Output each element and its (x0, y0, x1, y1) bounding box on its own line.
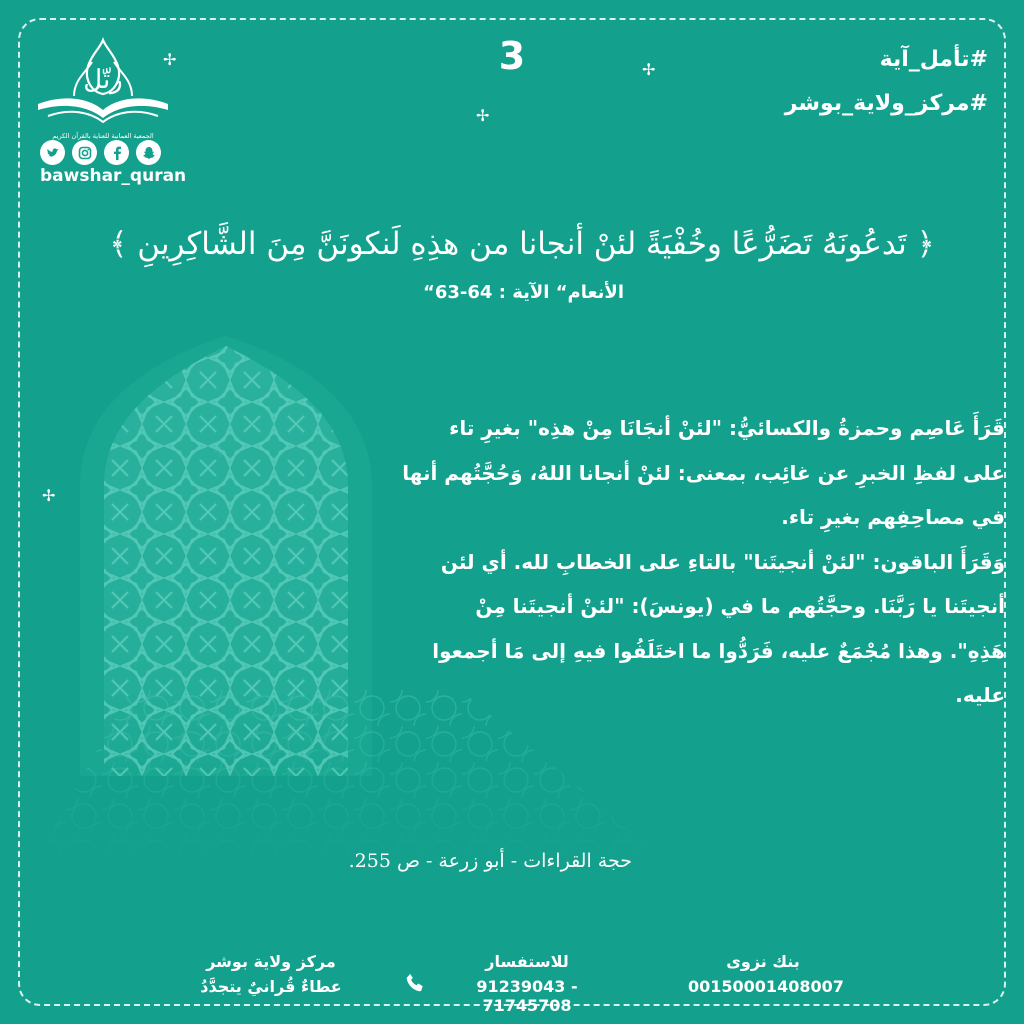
snapchat-icon[interactable] (136, 140, 161, 165)
sparkle-icon: ✢ (163, 50, 177, 69)
bank-account: 00150001408007 (688, 977, 844, 996)
tafsir-body (385, 406, 1005, 718)
center-slogan: عطاءٌ قُرانيٌ يتجدَّدُ (200, 977, 342, 996)
sparkle-icon: ✢ (42, 486, 56, 505)
footer-center (196, 952, 346, 996)
sparkle-icon: ✢ (476, 106, 490, 125)
body-line: عليه. (955, 683, 1005, 707)
footer-bank (688, 952, 844, 996)
footer-inquiry (432, 952, 622, 1015)
svg-text:رتّل: رتّل (83, 65, 123, 95)
sparkle-icon: ✢ (642, 60, 656, 79)
body-line: في مصاحِفِهم بغيرِ تاء. (781, 505, 1005, 529)
twitter-icon[interactable] (40, 140, 65, 165)
body-line: وَقَرَأَ الباقون: "لئنْ أنجيتَنا" بالتاءِ على الخطابِ لله. أي لئن (440, 549, 1005, 574)
body-line: هَذِهِ". وهذا مُجْمَعٌ عليه، فَرَدُّوا ما اختَلَفُوا فيهِ إلى مَا أجمعوا (432, 638, 1005, 663)
svg-text:الجمعية العمانية للعناية بالقر: الجمعية العمانية للعناية بالقرآن الكريم (52, 132, 154, 140)
source-citation: حجة القراءات - أبو زرعة - ص 255. (348, 850, 632, 872)
social-handle[interactable]: bawshar_quran (40, 166, 187, 186)
bank-label: بنك نزوى (726, 952, 800, 971)
facebook-icon[interactable] (104, 140, 129, 165)
hashtag-tafakkur[interactable]: #تأمل_آية (879, 47, 988, 72)
social-links (40, 140, 161, 165)
instagram-icon[interactable] (72, 140, 97, 165)
hashtag-center[interactable]: #مركز_ولاية_بوشر (784, 91, 988, 116)
phone-icon (404, 972, 426, 994)
body-line: على لفظِ الخبرِ عن غائِب، بمعنى: لئنْ أنجانا اللهُ، وَحُجَّتُهم أنها (402, 460, 1005, 485)
page-number: 3 (498, 34, 526, 78)
hashtags (785, 38, 988, 126)
inquiry-phones[interactable]: 91239043 - 71745708 (476, 977, 578, 1015)
center-logo (34, 36, 172, 146)
inquiry-label: للاستفسار (485, 952, 569, 971)
body-line: أنجيتَنا يا رَبَّنَا. وحجَّتُهم ما في (يونسَ): "لئنْ أنجيتَنا مِنْ (475, 594, 1005, 618)
quran-verse: ﴿ تَدعُونَهُ تَضَرُّعًا وخُفْيَةً لئنْ أنجانا من هذِهِ لَنكونَنَّ مِنَ الشَّاكِرِينِ ﴾ (109, 226, 935, 262)
verse-reference: الأنعام“ الآية : 64-63“ (423, 282, 624, 303)
body-line: قَرَأَ عَاصِم وحمزةُ والكسائيُّ: "لئنْ أنجَانَا مِنْ هذِه" بغيرِ تاء (449, 416, 1005, 440)
center-name: مركز ولاية بوشر (206, 952, 336, 971)
